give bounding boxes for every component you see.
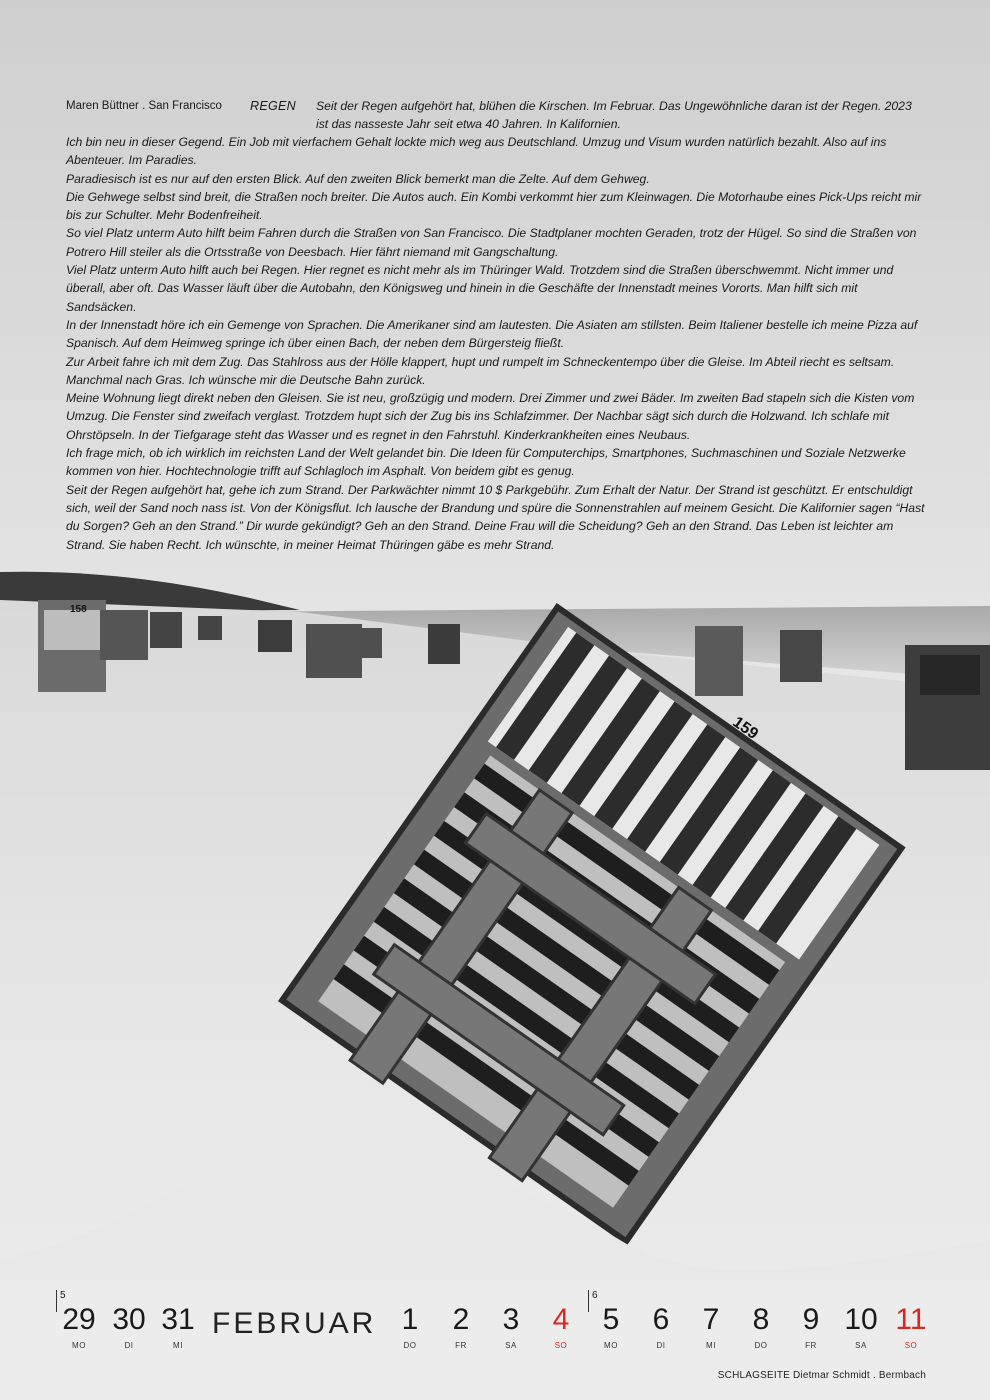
week-number: 6 <box>588 1290 598 1312</box>
day-number: 30 <box>112 1303 146 1336</box>
weekday: SA <box>505 1341 517 1350</box>
paragraph: Ich frage mich, ob ich wirklich im reichsten Land der Welt gelandet bin. Die Ideen für Computerchips, Smartphones, Suchmaschinen und Soziale Netzwerke kommen von hier. Hochtechnologie trifft auf Schlagloch im Asphalt. Von beidem gibt es genug. <box>66 446 906 479</box>
day-number: 31 <box>161 1303 195 1336</box>
calendar-day <box>736 1300 786 1352</box>
day-number: 3 <box>502 1303 520 1336</box>
paragraph: Meine Wohnung liegt direkt neben den Gleisen. Sie ist neu, großzügig und modern. Drei Zimmer und zwei Bäder. Im zweiten Bad stapeln sich die Kisten vom Umzug. Die Fenster sind zweifach verglast. Trotzdem hupt sich der Zug bis ins Schlafzimmer. Der Nachbar sägt sich durch die Holzwand. Ich schlafe mit Ohrstöpseln. In der Tiefgarage steht das Wasser und es regnet in den Fahrstuhl. Kinderkrankheiten eines Neubaus. <box>66 391 915 442</box>
weekday: MI <box>706 1341 716 1350</box>
calendar-day <box>786 1300 836 1352</box>
weekday: FR <box>455 1341 467 1350</box>
calendar-day <box>636 1300 686 1352</box>
weekday: DI <box>124 1341 134 1350</box>
paragraph: Viel Platz unterm Auto hilft auch bei Regen. Hier regnet es nicht mehr als im Thüringer Wald. Trotzdem sind die Straßen überschwemmt. Nicht immer und überall, aber oft. Das Wasser läuft über die Autobahn, den Königsweg und hinein in die Geschäfte der Innenstadt meines Vororts. Man hilft sich mit Sandsäcken. <box>66 263 894 314</box>
calendar-day <box>54 1300 104 1352</box>
calendar-day <box>104 1300 154 1352</box>
day-number: 9 <box>802 1303 820 1336</box>
weekday: SO <box>904 1341 918 1350</box>
calendar-day <box>586 1300 636 1352</box>
day-number: 6 <box>652 1303 670 1336</box>
weekday: SO <box>554 1341 568 1350</box>
paragraph: So viel Platz unterm Auto hilft beim Fahren durch die Straßen von San Francisco. Die Stadtplaner mochten Geraden, trotz der Hügel. So sind die Straßen von Potrero Hill steiler als die Ortsstraße von Deesbach. Hier fährt niemand mit Gangschaltung. <box>66 226 917 259</box>
calendar-day-sunday <box>536 1300 586 1352</box>
calendar-day <box>153 1300 203 1352</box>
day-number: 5 <box>602 1303 620 1336</box>
calendar-day <box>686 1300 736 1352</box>
weekday: MO <box>72 1341 86 1350</box>
photo-credit: SCHLAGSEITE Dietmar Schmidt . Bermbach <box>717 1370 926 1381</box>
month-name: FEBRUAR <box>212 1307 377 1340</box>
paragraph: In der Innenstadt höre ich ein Gemenge von Sprachen. Die Amerikaner sind am lautesten. Die Asiaten am stillsten. Beim Italiener bestelle ich meine Pizza auf Spanisch. Auf dem Heimweg springe ich über einen Bach, der neben dem Bürgersteig fließt. <box>66 317 918 351</box>
weekday: SA <box>855 1341 867 1350</box>
weekday: MI <box>173 1341 183 1350</box>
calendar-day <box>836 1300 886 1352</box>
calendar-day <box>486 1300 536 1352</box>
svg-text:159: 159 <box>729 713 762 743</box>
intro-paragraph: Seit der Regen aufgehört hat, blühen die Kirschen. Im Februar. Das Ungewöhnliche daran ist der Regen. 2023 ist das nasseste Jahr seit etwa 40 Jahren. In Kalifornien. <box>316 99 912 131</box>
weekday: DO <box>754 1341 768 1350</box>
paragraph: Zur Arbeit fahre ich mit dem Zug. Das Stahlross aus der Hölle klappert, hupt und rumpelt im Schneckentempo über die Gleise. Im Abteil riecht es seltsam. Manchmal nach Gras. Ich wünsche mir die Deutsche Bahn zurück. <box>66 354 895 387</box>
article-title: REGEN <box>250 99 296 113</box>
calendar-strip <box>0 1290 990 1360</box>
day-number: 1 <box>401 1303 419 1336</box>
day-number: 10 <box>844 1303 878 1336</box>
day-number: 2 <box>452 1303 470 1336</box>
week-number: 5 <box>56 1290 66 1312</box>
weekday: DI <box>656 1341 666 1350</box>
paragraph: Paradiesisch ist es nur auf den ersten Blick. Auf den zweiten Blick bemerkt man die Zelte. Auf dem Gehweg. <box>66 171 650 186</box>
weekday: DO <box>403 1341 417 1350</box>
paragraph: Die Gehwege selbst sind breit, die Straßen noch breiter. Die Autos auch. Ein Kombi verkommt hier zum Kleinwagen. Die Motorhaube eines Pick-Ups reicht mir bis zur Schulter. Mehr Bodenfreiheit. <box>66 189 922 223</box>
day-number: 7 <box>702 1303 720 1336</box>
calendar-day <box>436 1300 486 1352</box>
day-number: 8 <box>752 1303 770 1336</box>
weekday: MO <box>604 1341 618 1350</box>
weekday: FR <box>805 1341 817 1350</box>
svg-text:158: 158 <box>70 604 87 615</box>
calendar-day <box>385 1300 435 1352</box>
paragraph: Seit der Regen aufgehört hat, gehe ich zum Strand. Der Parkwächter nimmt 10 $ Parkgebühr. Zum Erhalt der Natur. Der Strand ist geschützt. Er entschuldigt sich, weil der Sand noch nass ist. Von der Königsflut. Ich lausche der Brandung und spüre die Sonnenstrahlen auf meinem Gesicht. Die Kalifornier sagen “Hast du Sorgen? Geh an den Strand.” Dir wurde gekündigt? Geh an den Strand. Deine Frau will die Scheidung? Geh an den Strand. Das Leben ist leichter am Strand. Sie haben Recht. Ich wünschte, in meiner Heimat Thüringen gäbe es mehr Strand. <box>66 482 925 552</box>
calendar-day-sunday <box>886 1300 936 1352</box>
day-number: 4 <box>552 1303 570 1336</box>
day-number: 29 <box>62 1303 96 1336</box>
article-body <box>66 133 928 554</box>
day-number: 11 <box>895 1303 927 1336</box>
beach-chair-158 <box>38 600 106 692</box>
author-line: Maren Büttner . San Francisco <box>66 100 222 112</box>
paragraph: Ich bin neu in dieser Gegend. Ein Job mit vierfachem Gehalt lockte mich weg aus Deutschland. Umzug und Visum wurden natürlich bezahlt. Also auf ins Abenteuer. Im Paradies. <box>66 135 887 168</box>
